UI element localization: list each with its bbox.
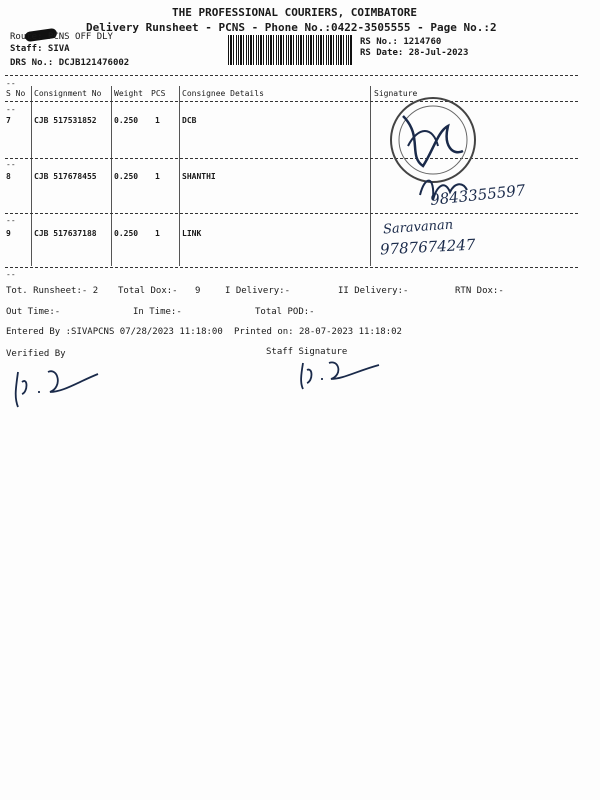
row-pcs: 1 — [155, 172, 160, 181]
row-pcs: 1 — [155, 116, 160, 125]
rs-date: RS Date: 28-Jul-2023 — [360, 48, 469, 58]
tot-runsheet: Tot. Runsheet:- 2 — [6, 286, 99, 296]
row-consignee: LINK — [182, 229, 202, 238]
handwritten-phone-row2: 9843355597 — [429, 181, 527, 209]
rs-number: RS No.: 1214760 — [360, 37, 442, 47]
total-dox-value: 9 — [195, 286, 201, 296]
col-signature: Signature — [374, 89, 418, 98]
row-consignment: CJB 517637188 — [34, 229, 97, 238]
row-consignment: CJB 517678455 — [34, 172, 97, 181]
barcode — [228, 35, 352, 65]
row-sno: 8 — [6, 172, 11, 181]
col-sno: S No — [6, 89, 26, 98]
printed-on: Printed on: 28-07-2023 11:18:02 — [234, 327, 402, 337]
entered-by: Entered By :SIVAPCNS 07/28/2023 11:18:00 — [6, 327, 223, 337]
col-consignment: Consignment No — [34, 89, 102, 98]
row-consignee: DCB — [182, 116, 197, 125]
row-consignment: CJB 517531852 — [34, 116, 97, 125]
row-sno: 9 — [6, 229, 11, 238]
total-dox-label: Total Dox:- — [118, 286, 178, 296]
verified-by: Verified By — [6, 349, 66, 359]
staff-label: Staff: SIVA — [10, 44, 70, 54]
row-consignee: SHANTHI — [182, 172, 216, 181]
i-delivery: I Delivery:- — [225, 286, 291, 296]
handwritten-name-row3: Saravanan — [382, 217, 454, 238]
route-label: Route: PCNS OFF DLY — [10, 32, 113, 42]
company-title: THE PROFESSIONAL COURIERS, COIMBATORE — [172, 6, 418, 19]
row-sno: 7 — [6, 116, 11, 125]
total-pod: Total POD:- — [255, 307, 315, 317]
rtn-dox: RTN Dox:- — [455, 286, 504, 296]
row-weight: 0.250 — [114, 229, 139, 238]
col-consignee: Consignee Details — [182, 89, 264, 98]
in-time: In Time:- — [133, 307, 182, 317]
staff-signature-icon — [295, 355, 395, 395]
ii-delivery: II Delivery:- — [338, 286, 409, 296]
row-weight: 0.250 — [114, 172, 139, 181]
row-weight: 0.250 — [114, 116, 139, 125]
col-pcs: PCS — [151, 89, 166, 98]
col-weight: Weight — [114, 89, 143, 98]
staff-signature-label: Staff Signature — [266, 347, 348, 357]
handwritten-phone-row3: 9787674247 — [379, 235, 476, 259]
verifier-signature-icon — [8, 362, 108, 412]
drs-number: DRS No.: DCJB121476002 — [10, 58, 130, 68]
runsheet-subtitle: Delivery Runsheet - PCNS - Phone No.:0422-3505555 - Page No.:2 — [86, 21, 497, 34]
row-pcs: 1 — [155, 229, 160, 238]
out-time: Out Time:- — [6, 307, 61, 317]
